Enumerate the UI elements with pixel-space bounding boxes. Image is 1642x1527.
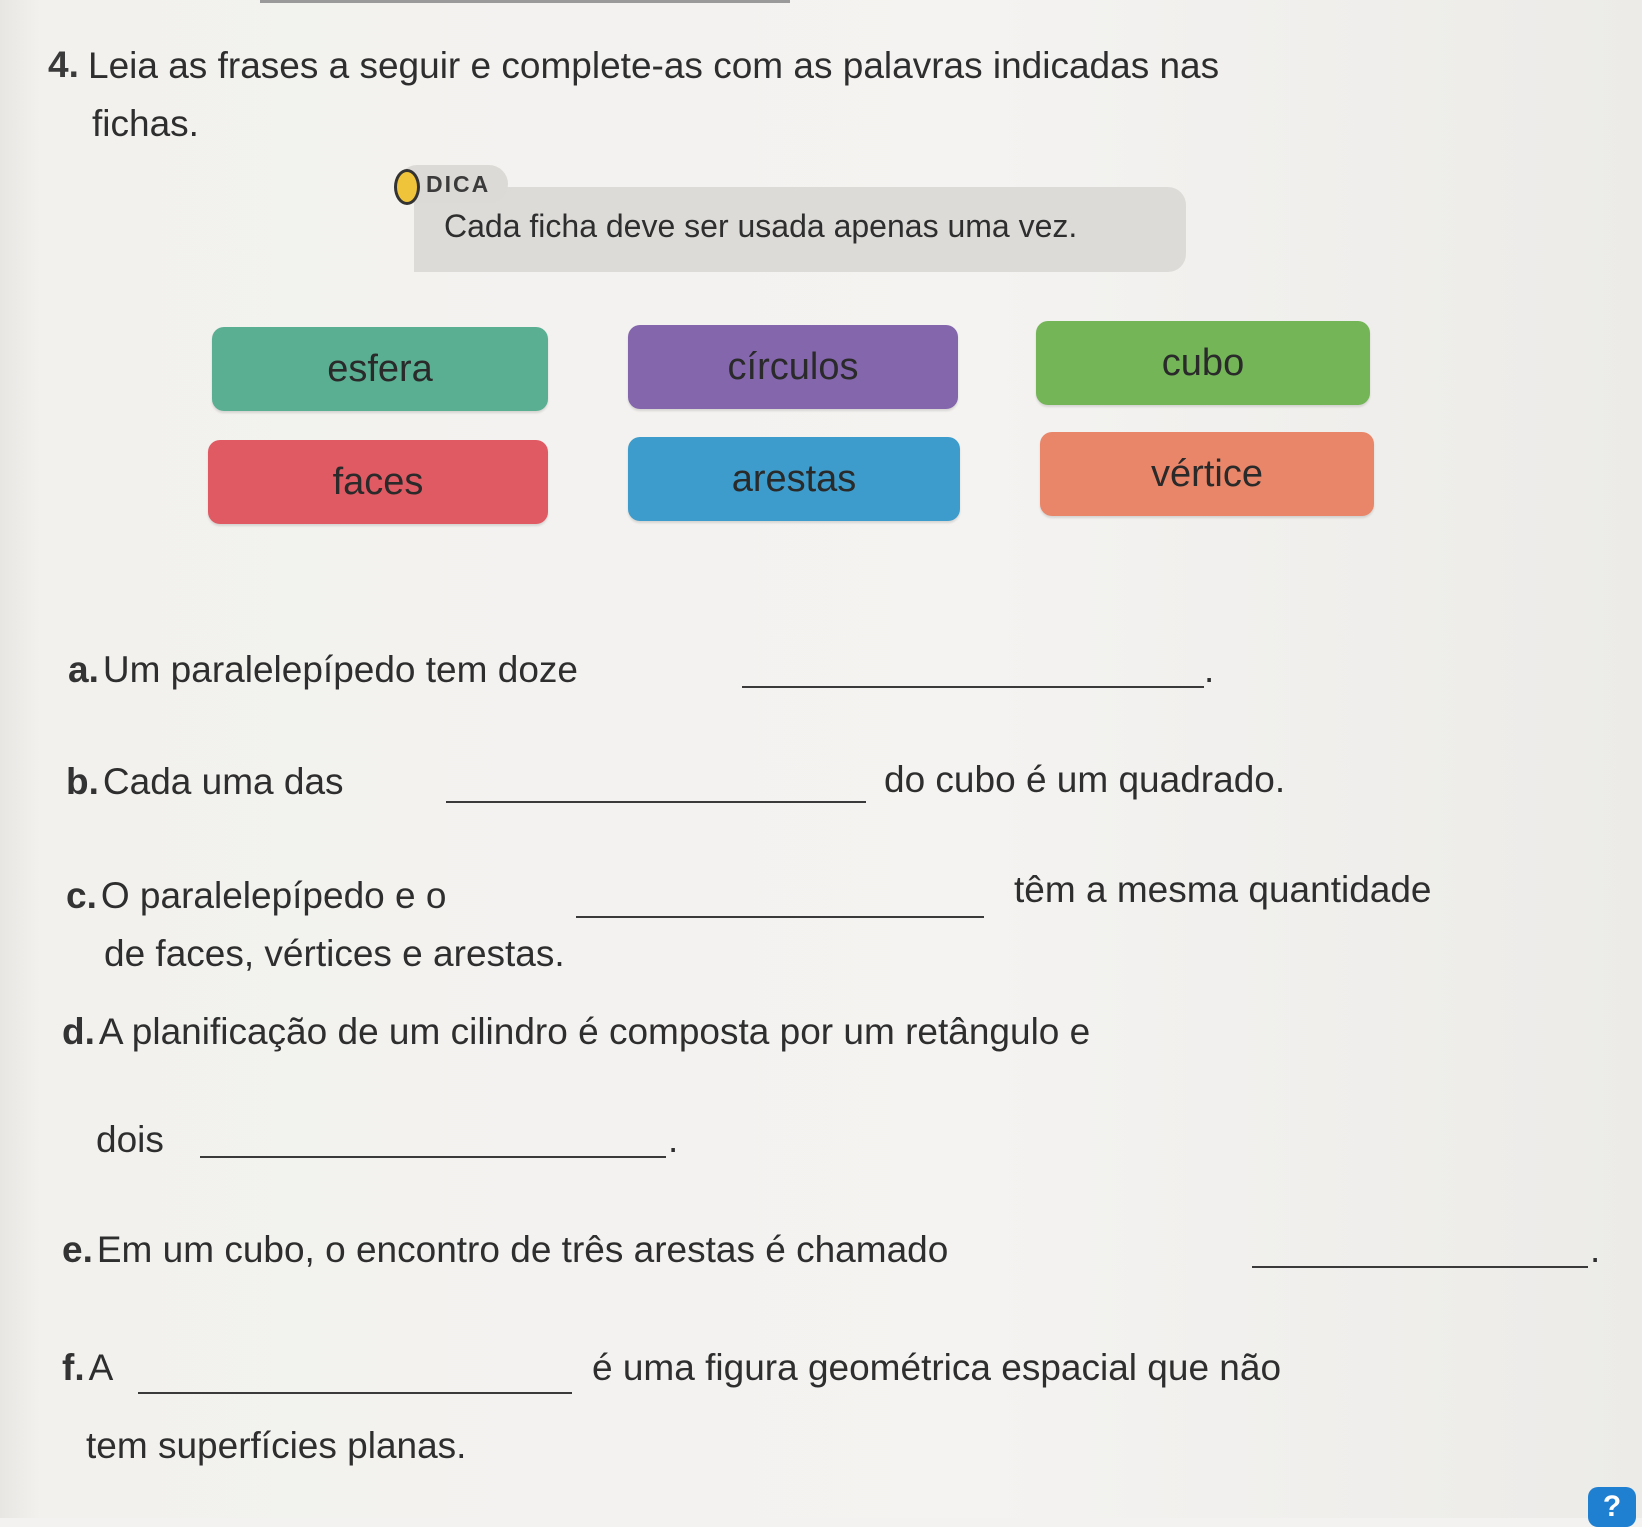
question-d-after: .: [668, 1119, 679, 1160]
question-b-letter: b.: [66, 761, 99, 802]
question-b-text: [66, 760, 344, 804]
question-d-letter: d.: [62, 1011, 95, 1052]
question-b-after: do cubo é um quadrado.: [884, 759, 1286, 800]
question-a-text: [68, 648, 578, 692]
word-card-esfera[interactable]: esfera: [212, 327, 548, 411]
question-e-after: .: [1590, 1229, 1601, 1270]
question-c-after: têm a mesma quantidade: [1014, 869, 1432, 910]
question-e-blank[interactable]: [1252, 1266, 1588, 1268]
question-f-text: [62, 1346, 113, 1390]
question-c-letter: c.: [66, 875, 97, 916]
word-card-cubo[interactable]: cubo: [1036, 321, 1370, 405]
question-d-line-1: A planificação de um cilindro é composta por um retângulo e: [98, 1011, 1091, 1052]
question-f-before: A: [88, 1347, 114, 1388]
tip-badge-label: DICA: [426, 171, 491, 197]
question-d-blank[interactable]: [200, 1156, 666, 1158]
question-d-before: dois: [96, 1119, 164, 1160]
top-divider: [260, 0, 790, 3]
question-c-blank[interactable]: [576, 916, 984, 918]
tip-bulb-icon: [394, 169, 420, 205]
instruction-line-2: fichas.: [92, 103, 199, 144]
tip-badge: [398, 165, 508, 203]
question-f-blank[interactable]: [138, 1392, 572, 1394]
word-card-circulos[interactable]: círculos: [628, 325, 958, 409]
question-c-text: [66, 874, 446, 918]
question-f-line-2: tem superfícies planas.: [86, 1425, 467, 1466]
tip-text: Cada ficha deve ser usada apenas uma vez.: [444, 208, 1078, 244]
question-e-text: [62, 1228, 948, 1272]
question-c-line-2: de faces, vértices e arestas.: [104, 933, 565, 974]
question-a-letter: a.: [68, 649, 99, 690]
instruction-line-1: Leia as frases a seguir e complete-as com as palavras indicadas nas: [88, 45, 1220, 86]
question-f-letter: f.: [62, 1347, 85, 1388]
word-card-vertice[interactable]: vértice: [1040, 432, 1374, 516]
exercise-number: 4.: [48, 44, 79, 85]
word-card-faces[interactable]: faces: [208, 440, 548, 524]
question-e-letter: e.: [62, 1229, 93, 1270]
page-corner-badge: ?: [1588, 1487, 1636, 1527]
word-card-arestas[interactable]: arestas: [628, 437, 960, 521]
question-a-before: Um paralelepípedo tem doze: [102, 649, 578, 690]
question-e-before: Em um cubo, o encontro de três arestas é chamado: [96, 1229, 949, 1270]
question-b-before: Cada uma das: [102, 761, 344, 802]
question-a-after: .: [1204, 649, 1215, 690]
question-b-blank[interactable]: [446, 801, 866, 803]
question-d-text: [62, 1010, 1090, 1054]
question-c-before: O paralelepípedo e o: [100, 875, 447, 916]
question-f-after: é uma figura geométrica espacial que não: [592, 1347, 1282, 1388]
question-a-blank[interactable]: [742, 686, 1204, 688]
